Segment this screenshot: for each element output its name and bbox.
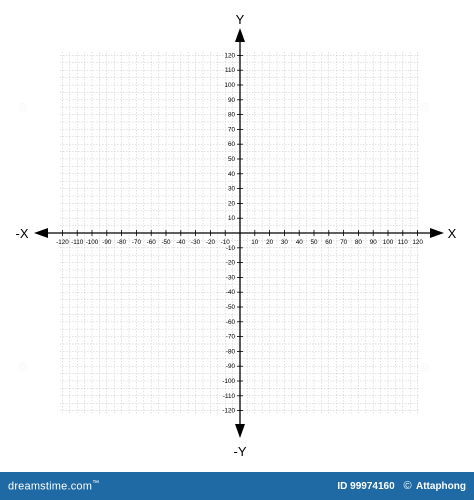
x-tick-label: -10 (220, 239, 230, 246)
y-tick-label: -70 (225, 333, 235, 341)
x-tick-label: -20 (205, 239, 215, 246)
x-axis-arrow-right (430, 228, 444, 238)
y-tick-label: -60 (225, 318, 235, 326)
y-axis-arrow-down (235, 424, 245, 438)
y-tick-label: -120 (222, 407, 235, 415)
x-tick-label: 10 (251, 239, 259, 246)
x-tick-label: -50 (161, 239, 171, 246)
y-tick-label: 10 (227, 215, 235, 223)
x-tick-label: -120 (56, 239, 69, 246)
x-axis-negative-label: -X (15, 226, 29, 241)
logo-text: dreamstime.com (8, 480, 93, 493)
y-tick-label: -10 (225, 244, 235, 252)
x-tick-label: 110 (397, 239, 408, 246)
y-axis-positive-label: Y (235, 12, 245, 27)
x-tick-label: 70 (340, 239, 348, 246)
x-tick-label: 60 (325, 239, 333, 246)
y-tick-label: 80 (227, 111, 235, 119)
x-tick-label: 50 (310, 239, 318, 246)
x-tick-label: 80 (354, 239, 362, 246)
y-tick-label: -100 (222, 378, 235, 385)
image-id: ID 99974160 (337, 481, 395, 492)
y-tick-label: -80 (225, 348, 235, 356)
stock-logo: dreamstime.com™ (8, 480, 100, 493)
x-axis-positive-label: X (447, 226, 457, 241)
y-axis-arrow-up (235, 28, 245, 42)
y-tick-label: -20 (225, 259, 235, 267)
x-tick-label: 20 (266, 239, 274, 246)
stock-footer (0, 472, 474, 500)
watermark-mark: ◎ (420, 361, 430, 373)
watermark-mark: ◎ (18, 101, 28, 113)
y-tick-label: -40 (225, 289, 235, 297)
watermark-mark: ◎ (18, 361, 28, 373)
y-tick-label: -90 (225, 363, 235, 371)
x-tick-label: 100 (382, 239, 394, 246)
x-tick-label: -110 (71, 239, 84, 246)
y-tick-label: 40 (227, 170, 235, 178)
y-tick-label: 110 (224, 67, 235, 75)
image-credit (337, 480, 466, 492)
x-tick-label: 120 (412, 239, 423, 246)
x-tick-label: 90 (369, 239, 377, 246)
y-tick-label: 120 (224, 52, 235, 60)
author-name: Attaphong (416, 481, 466, 492)
x-axis-arrow-left (34, 228, 48, 238)
x-tick-label: -80 (117, 239, 127, 246)
x-tick-label: 30 (280, 239, 288, 246)
y-tick-label: 70 (227, 126, 235, 134)
y-tick-label: 100 (224, 82, 235, 89)
x-tick-label: -30 (191, 239, 201, 246)
x-tick-label: -70 (131, 239, 141, 246)
watermark-mark: ◎ (420, 101, 430, 113)
x-tick-label: 40 (295, 239, 303, 246)
x-tick-label: -60 (146, 239, 156, 246)
x-tick-label: -100 (85, 239, 99, 246)
y-tick-label: 90 (227, 96, 235, 104)
y-tick-label: -50 (225, 304, 235, 311)
copyright-icon: © (403, 480, 412, 492)
y-tick-label: 60 (227, 141, 235, 149)
y-tick-label: 20 (227, 200, 235, 208)
axes (34, 28, 444, 438)
x-tick-label: -90 (102, 239, 112, 246)
y-tick-label: 50 (227, 156, 235, 163)
y-tick-label: -30 (225, 274, 235, 282)
x-tick-label: -40 (176, 239, 186, 246)
y-tick-label: 30 (227, 185, 235, 193)
y-axis-negative-label: -Y (233, 444, 247, 459)
y-tick-label: -110 (222, 392, 235, 400)
